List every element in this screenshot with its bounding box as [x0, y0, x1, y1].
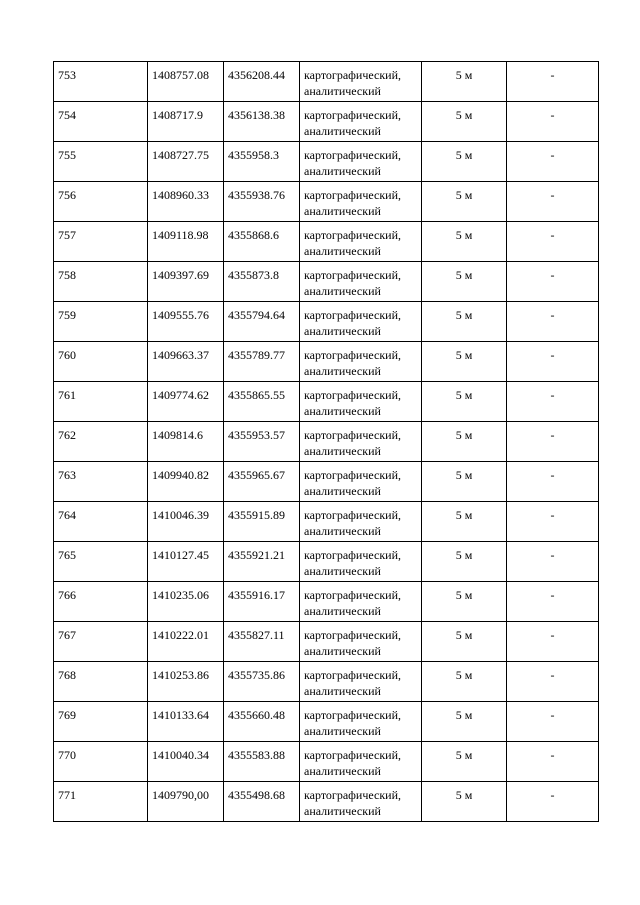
- y-coordinate-cell: 4356208.44: [224, 62, 300, 102]
- method-line-2: аналитический: [304, 484, 381, 498]
- note-cell: -: [507, 102, 599, 142]
- method-line-1: картографический,: [304, 708, 402, 722]
- y-coordinate-cell: 4355965.67: [224, 462, 300, 502]
- x-coordinate-cell: 1410127.45: [148, 542, 224, 582]
- y-coordinate-cell: 4355583.88: [224, 742, 300, 782]
- y-coordinate-cell: 4355953.57: [224, 422, 300, 462]
- x-coordinate-cell: 1408757.08: [148, 62, 224, 102]
- method-line-2: аналитический: [304, 204, 381, 218]
- table-row: [54, 102, 599, 142]
- method-line-1: картографический,: [304, 508, 402, 522]
- table-row: [54, 502, 599, 542]
- x-coordinate-cell: 1410222.01: [148, 622, 224, 662]
- method-line-2: аналитический: [304, 604, 381, 618]
- note-cell: -: [507, 462, 599, 502]
- method-cell: [300, 382, 422, 422]
- y-coordinate-cell: 4355915.89: [224, 502, 300, 542]
- point-number-cell: 755: [54, 142, 148, 182]
- accuracy-cell: 5 м: [422, 62, 507, 102]
- method-line-2: аналитический: [304, 564, 381, 578]
- method-line-1: картографический,: [304, 268, 402, 282]
- note-cell: -: [507, 622, 599, 662]
- x-coordinate-cell: 1410253.86: [148, 662, 224, 702]
- y-coordinate-cell: 4355827.11: [224, 622, 300, 662]
- method-line-1: картографический,: [304, 228, 402, 242]
- method-cell: [300, 542, 422, 582]
- point-number-cell: 761: [54, 382, 148, 422]
- method-line-2: аналитический: [304, 324, 381, 338]
- table-row: [54, 662, 599, 702]
- accuracy-cell: 5 м: [422, 502, 507, 542]
- point-number-cell: 753: [54, 62, 148, 102]
- note-cell: -: [507, 702, 599, 742]
- accuracy-cell: 5 м: [422, 662, 507, 702]
- point-number-cell: 762: [54, 422, 148, 462]
- method-cell: [300, 742, 422, 782]
- note-cell: -: [507, 222, 599, 262]
- table-row: [54, 742, 599, 782]
- x-coordinate-cell: 1409118.98: [148, 222, 224, 262]
- note-cell: -: [507, 542, 599, 582]
- table-row: [54, 782, 599, 822]
- method-line-1: картографический,: [304, 788, 402, 802]
- point-number-cell: 758: [54, 262, 148, 302]
- point-number-cell: 764: [54, 502, 148, 542]
- y-coordinate-cell: 4355865.55: [224, 382, 300, 422]
- note-cell: -: [507, 142, 599, 182]
- method-line-2: аналитический: [304, 244, 381, 258]
- method-line-1: картографический,: [304, 148, 402, 162]
- method-line-2: аналитический: [304, 284, 381, 298]
- coordinates-table-body: [54, 62, 599, 822]
- method-line-2: аналитический: [304, 764, 381, 778]
- table-row: [54, 302, 599, 342]
- x-coordinate-cell: 1409774.62: [148, 382, 224, 422]
- accuracy-cell: 5 м: [422, 622, 507, 662]
- point-number-cell: 770: [54, 742, 148, 782]
- point-number-cell: 765: [54, 542, 148, 582]
- point-number-cell: 767: [54, 622, 148, 662]
- method-cell: [300, 662, 422, 702]
- y-coordinate-cell: 4356138.38: [224, 102, 300, 142]
- method-line-2: аналитический: [304, 404, 381, 418]
- y-coordinate-cell: 4355916.17: [224, 582, 300, 622]
- x-coordinate-cell: 1410046.39: [148, 502, 224, 542]
- method-line-1: картографический,: [304, 348, 402, 362]
- method-line-1: картографический,: [304, 468, 402, 482]
- accuracy-cell: 5 м: [422, 262, 507, 302]
- method-line-2: аналитический: [304, 364, 381, 378]
- note-cell: -: [507, 502, 599, 542]
- method-line-2: аналитический: [304, 124, 381, 138]
- y-coordinate-cell: 4355958.3: [224, 142, 300, 182]
- method-line-1: картографический,: [304, 188, 402, 202]
- method-cell: [300, 302, 422, 342]
- x-coordinate-cell: 1410235.06: [148, 582, 224, 622]
- table-row: [54, 702, 599, 742]
- table-row: [54, 622, 599, 662]
- table-row: [54, 342, 599, 382]
- table-row: [54, 262, 599, 302]
- note-cell: -: [507, 422, 599, 462]
- note-cell: -: [507, 382, 599, 422]
- method-line-2: аналитический: [304, 804, 381, 818]
- method-cell: [300, 502, 422, 542]
- method-line-1: картографический,: [304, 668, 402, 682]
- x-coordinate-cell: 1410040.34: [148, 742, 224, 782]
- point-number-cell: 763: [54, 462, 148, 502]
- note-cell: -: [507, 62, 599, 102]
- method-line-2: аналитический: [304, 524, 381, 538]
- note-cell: -: [507, 782, 599, 822]
- method-cell: [300, 582, 422, 622]
- method-line-1: картографический,: [304, 68, 402, 82]
- accuracy-cell: 5 м: [422, 382, 507, 422]
- method-line-2: аналитический: [304, 684, 381, 698]
- note-cell: -: [507, 342, 599, 382]
- y-coordinate-cell: 4355498.68: [224, 782, 300, 822]
- table-row: [54, 462, 599, 502]
- note-cell: -: [507, 742, 599, 782]
- table-row: [54, 542, 599, 582]
- method-line-2: аналитический: [304, 444, 381, 458]
- point-number-cell: 768: [54, 662, 148, 702]
- method-line-2: аналитический: [304, 84, 381, 98]
- x-coordinate-cell: 1408717.9: [148, 102, 224, 142]
- accuracy-cell: 5 м: [422, 542, 507, 582]
- accuracy-cell: 5 м: [422, 222, 507, 262]
- note-cell: -: [507, 302, 599, 342]
- accuracy-cell: 5 м: [422, 782, 507, 822]
- accuracy-cell: 5 м: [422, 422, 507, 462]
- y-coordinate-cell: 4355660.48: [224, 702, 300, 742]
- coordinates-table: [53, 61, 599, 822]
- note-cell: -: [507, 182, 599, 222]
- accuracy-cell: 5 м: [422, 342, 507, 382]
- note-cell: -: [507, 262, 599, 302]
- method-cell: [300, 422, 422, 462]
- method-cell: [300, 782, 422, 822]
- x-coordinate-cell: 1409555.76: [148, 302, 224, 342]
- y-coordinate-cell: 4355794.64: [224, 302, 300, 342]
- accuracy-cell: 5 м: [422, 462, 507, 502]
- table-row: [54, 382, 599, 422]
- method-line-1: картографический,: [304, 548, 402, 562]
- accuracy-cell: 5 м: [422, 102, 507, 142]
- point-number-cell: 766: [54, 582, 148, 622]
- method-line-2: аналитический: [304, 644, 381, 658]
- method-cell: [300, 182, 422, 222]
- method-cell: [300, 702, 422, 742]
- note-cell: -: [507, 662, 599, 702]
- x-coordinate-cell: 1409940.82: [148, 462, 224, 502]
- table-row: [54, 142, 599, 182]
- y-coordinate-cell: 4355868.6: [224, 222, 300, 262]
- x-coordinate-cell: 1408727.75: [148, 142, 224, 182]
- point-number-cell: 760: [54, 342, 148, 382]
- y-coordinate-cell: 4355873.8: [224, 262, 300, 302]
- y-coordinate-cell: 4355735.86: [224, 662, 300, 702]
- point-number-cell: 771: [54, 782, 148, 822]
- method-line-1: картографический,: [304, 308, 402, 322]
- method-cell: [300, 622, 422, 662]
- table-row: [54, 422, 599, 462]
- accuracy-cell: 5 м: [422, 582, 507, 622]
- point-number-cell: 759: [54, 302, 148, 342]
- table-row: [54, 182, 599, 222]
- x-coordinate-cell: 1409790,00: [148, 782, 224, 822]
- accuracy-cell: 5 м: [422, 742, 507, 782]
- method-cell: [300, 102, 422, 142]
- method-cell: [300, 62, 422, 102]
- accuracy-cell: 5 м: [422, 302, 507, 342]
- method-cell: [300, 462, 422, 502]
- table-row: [54, 62, 599, 102]
- table-row: [54, 222, 599, 262]
- table-row: [54, 582, 599, 622]
- method-line-1: картографический,: [304, 748, 402, 762]
- y-coordinate-cell: 4355921.21: [224, 542, 300, 582]
- x-coordinate-cell: 1409814.6: [148, 422, 224, 462]
- point-number-cell: 757: [54, 222, 148, 262]
- point-number-cell: 756: [54, 182, 148, 222]
- method-cell: [300, 342, 422, 382]
- method-line-1: картографический,: [304, 428, 402, 442]
- point-number-cell: 754: [54, 102, 148, 142]
- y-coordinate-cell: 4355938.76: [224, 182, 300, 222]
- method-line-1: картографический,: [304, 628, 402, 642]
- accuracy-cell: 5 м: [422, 182, 507, 222]
- point-number-cell: 769: [54, 702, 148, 742]
- method-line-1: картографический,: [304, 588, 402, 602]
- method-cell: [300, 222, 422, 262]
- method-cell: [300, 142, 422, 182]
- x-coordinate-cell: 1408960.33: [148, 182, 224, 222]
- x-coordinate-cell: 1410133.64: [148, 702, 224, 742]
- method-line-1: картографический,: [304, 108, 402, 122]
- method-cell: [300, 262, 422, 302]
- note-cell: -: [507, 582, 599, 622]
- y-coordinate-cell: 4355789.77: [224, 342, 300, 382]
- accuracy-cell: 5 м: [422, 702, 507, 742]
- x-coordinate-cell: 1409397.69: [148, 262, 224, 302]
- accuracy-cell: 5 м: [422, 142, 507, 182]
- method-line-2: аналитический: [304, 724, 381, 738]
- x-coordinate-cell: 1409663.37: [148, 342, 224, 382]
- method-line-1: картографический,: [304, 388, 402, 402]
- method-line-2: аналитический: [304, 164, 381, 178]
